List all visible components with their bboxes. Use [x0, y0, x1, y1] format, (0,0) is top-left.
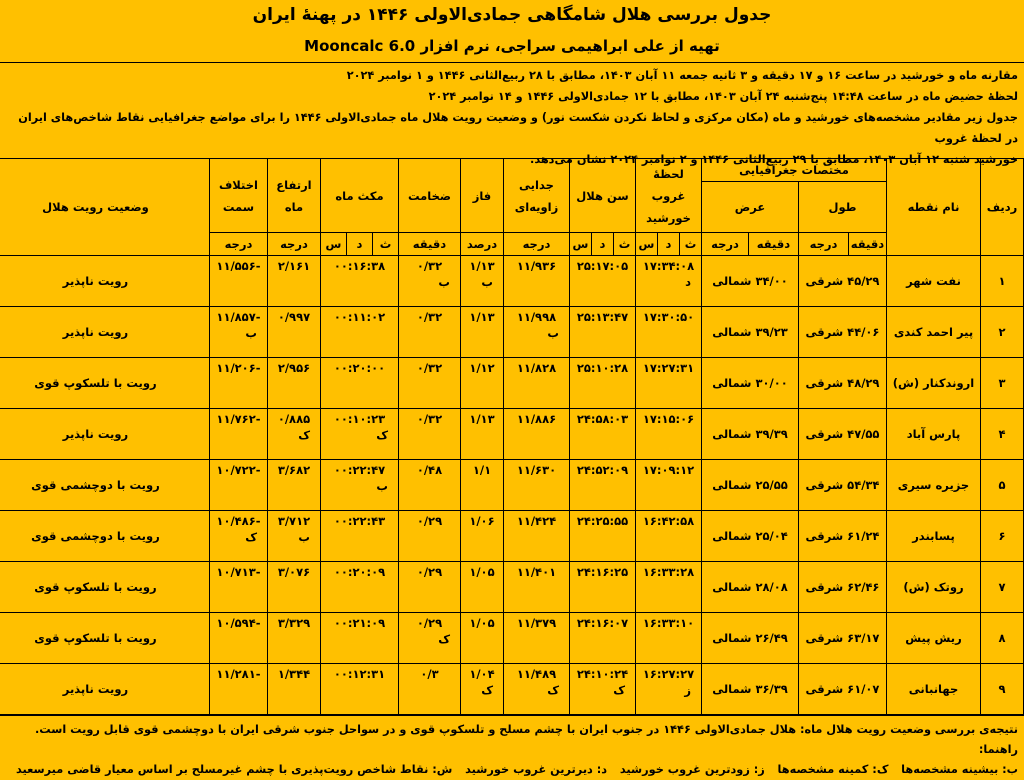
- cell-phase-value: ۱/۱۳: [469, 412, 495, 426]
- cell-altitude: [267, 511, 320, 562]
- cell-moon-lag: [320, 664, 398, 715]
- cell-altitude-value: ۰/۹۹۷: [277, 310, 311, 324]
- col-status-header: وضعیت رویت هلال: [0, 159, 209, 256]
- cell-moon-age: [569, 307, 635, 358]
- cell-sunset-value: ۱۶:۳۳:۲۸: [642, 565, 695, 579]
- cell-sunset: [635, 307, 701, 358]
- cell-azimuth-diff: [209, 511, 267, 562]
- table-body: [0, 256, 1024, 715]
- cell-altitude-value: ۱/۳۴۴: [277, 667, 311, 681]
- cell-sunset: [635, 613, 701, 664]
- cell-sunset: [635, 256, 701, 307]
- unit-phase-percent: درصد: [460, 233, 503, 256]
- cell-moon-lag-marker: ک: [376, 428, 388, 442]
- table-row: [0, 664, 1024, 715]
- cell-width: [398, 460, 460, 511]
- cell-phase-marker: ب: [481, 275, 493, 289]
- col-az-header: اختلاف سمت: [209, 159, 267, 233]
- cell-phase: [460, 562, 503, 613]
- cell-visibility-status: رویت ناپذیر: [0, 256, 209, 307]
- cell-visibility-status: رویت ناپذیر: [0, 409, 209, 460]
- cell-sunset: [635, 358, 701, 409]
- cell-moon-lag: [320, 460, 398, 511]
- cell-sunset-value: ۱۶:۲۷:۲۷: [642, 667, 695, 681]
- cell-azimuth-diff: [209, 307, 267, 358]
- cell-sunset-value: ۱۷:۳۰:۵۰: [642, 310, 695, 324]
- cell-latitude: ۳۹/۲۳ شمالی: [702, 307, 799, 358]
- cell-azimuth-diff: [209, 358, 267, 409]
- table-row: [0, 358, 1024, 409]
- cell-moon-lag-value: ۰۰:۱۱:۰۲: [333, 310, 386, 324]
- legend-max: ب: بیشینه مشخصه‌ها: [901, 763, 1018, 776]
- cell-moon-age-value: ۲۵:۱۳:۴۷: [576, 310, 629, 324]
- cell-point-name: نفت شهر: [887, 256, 981, 307]
- table-row: [0, 613, 1024, 664]
- cell-elongation: [503, 409, 569, 460]
- cell-moon-lag-value: ۰۰:۲۰:۰۰: [333, 361, 386, 375]
- cell-visibility-status: رویت با تلسکوپ قوی: [0, 358, 209, 409]
- cell-elongation-value: ۱۱/۳۷۹: [516, 616, 557, 630]
- cell-phase-value: ۱/۰۴: [469, 667, 495, 681]
- cell-azimuth-diff-value: -۱۱/۲۰۶: [216, 361, 261, 375]
- cell-longitude: ۶۲/۴۶ شرقی: [799, 562, 887, 613]
- cell-row-index: ۶: [981, 511, 1024, 562]
- cell-sunset-value: ۱۷:۰۹:۱۲: [642, 463, 695, 477]
- cell-row-index: ۷: [981, 562, 1024, 613]
- cell-elongation: [503, 460, 569, 511]
- col-phase-header: فاز: [460, 159, 503, 233]
- cell-width-value: ۰/۳۲: [416, 412, 443, 426]
- unit-sunset-m: د: [658, 233, 680, 256]
- cell-azimuth-diff: [209, 460, 267, 511]
- col-age-header: سن هلال: [569, 159, 635, 233]
- cell-azimuth-diff-value: -۱۰/۷۱۳: [216, 565, 261, 579]
- cell-phase: [460, 613, 503, 664]
- cell-latitude: ۳۶/۳۹ شمالی: [702, 664, 799, 715]
- cell-width-value: ۰/۲۹: [416, 616, 443, 630]
- cell-sunset-value: ۱۶:۳۳:۱۰: [642, 616, 695, 630]
- cell-altitude-value: ۲/۹۵۶: [277, 361, 311, 375]
- unit-age-s: ث: [613, 233, 635, 256]
- cell-point-name: اروندکنار (ش): [887, 358, 981, 409]
- cell-phase: [460, 664, 503, 715]
- cell-moon-age-value: ۲۴:۲۵:۵۵: [576, 514, 629, 528]
- cell-latitude: ۲۵/۰۴ شمالی: [702, 511, 799, 562]
- cell-point-name: پارس آباد: [887, 409, 981, 460]
- cell-sunset: [635, 409, 701, 460]
- cell-phase: [460, 409, 503, 460]
- cell-width: [398, 511, 460, 562]
- cell-altitude: [267, 307, 320, 358]
- cell-altitude-value: ۳/۰۷۶: [277, 565, 311, 579]
- cell-longitude: ۵۴/۳۴ شرقی: [799, 460, 887, 511]
- cell-sunset-marker: ز: [684, 683, 691, 697]
- cell-moon-lag-value: ۰۰:۲۲:۴۷: [333, 463, 386, 477]
- cell-width: [398, 256, 460, 307]
- cell-moon-lag: [320, 511, 398, 562]
- cell-azimuth-diff: [209, 664, 267, 715]
- cell-visibility-status: رویت با دوچشمی قوی: [0, 460, 209, 511]
- cell-altitude: [267, 562, 320, 613]
- crescent-table: [0, 158, 1024, 715]
- cell-latitude: ۲۶/۴۹ شمالی: [702, 613, 799, 664]
- cell-elongation: [503, 613, 569, 664]
- cell-altitude-marker: ب: [298, 530, 310, 544]
- cell-altitude: [267, 358, 320, 409]
- info-block: [0, 62, 1024, 166]
- cell-altitude-value: ۳/۳۲۹: [277, 616, 311, 630]
- col-lag-header: مکث ماه: [320, 159, 398, 233]
- cell-azimuth-diff-value: -۱۱/۵۵۶: [216, 259, 261, 273]
- table-row: [0, 511, 1024, 562]
- col-coords-header: مختصات جغرافیایی: [702, 159, 887, 182]
- cell-moon-age-value: ۲۴:۱۰:۲۴: [576, 667, 629, 681]
- cell-azimuth-diff-marker: ک: [245, 530, 257, 544]
- col-elong-header: جدایی زاویه‌ای: [503, 159, 569, 233]
- col-alt-header: ارتفاع ماه: [267, 159, 320, 233]
- cell-longitude: ۴۴/۰۶ شرقی: [799, 307, 887, 358]
- cell-moon-age: [569, 613, 635, 664]
- cell-altitude: [267, 460, 320, 511]
- cell-elongation: [503, 664, 569, 715]
- cell-point-name: پیر احمد کندی: [887, 307, 981, 358]
- info-line-description-cont: خورشید شنبه ۱۲ آبان ۱۴۰۳، مطابق با ۲۹ ربیع‌الثانی ۱۴۴۶ و ۲ نوامبر ۲۰۲۴ نشان می‌دهد.: [530, 153, 1018, 166]
- cell-longitude: ۶۱/۲۴ شرقی: [799, 511, 887, 562]
- cell-elongation-value: ۱۱/۸۸۶: [516, 412, 557, 426]
- cell-longitude: ۶۳/۱۷ شرقی: [799, 613, 887, 664]
- col-name-header: نام نقطه: [887, 159, 981, 256]
- cell-visibility-status: رویت با دوچشمی قوی: [0, 511, 209, 562]
- info-line-description: جدول زیر مقادیر مشخصه‌های خورشید و ماه (مکان مرکزی و لحاظ نکردن شکست نور) و وضعیت رویت هلال ماه جمادی‌الاولی ۱۴۴۶ را برای مواضع جغرافیایی نقاط شاخص‌های ایران در لحظهٔ غروب: [18, 111, 1018, 145]
- cell-azimuth-diff-value: -۱۱/۲۸۱: [216, 667, 261, 681]
- cell-azimuth-diff-value: -۱۰/۴۸۶: [216, 514, 261, 528]
- cell-elongation-value: ۱۱/۴۸۹: [516, 667, 557, 681]
- cell-azimuth-diff: [209, 256, 267, 307]
- cell-azimuth-diff-value: -۱۰/۷۲۲: [216, 463, 261, 477]
- cell-sunset: [635, 460, 701, 511]
- cell-moon-age-value: ۲۵:۱۷:۰۵: [576, 259, 629, 273]
- col-row-header: ردیف: [981, 159, 1024, 256]
- cell-phase: [460, 307, 503, 358]
- cell-elongation-value: ۱۱/۹۳۶: [516, 259, 557, 273]
- cell-moon-lag: [320, 358, 398, 409]
- cell-elongation: [503, 358, 569, 409]
- cell-moon-age: [569, 562, 635, 613]
- cell-row-index: ۸: [981, 613, 1024, 664]
- cell-moon-age: [569, 664, 635, 715]
- cell-altitude: [267, 613, 320, 664]
- cell-elongation: [503, 256, 569, 307]
- cell-phase-value: ۱/۱۳: [469, 310, 495, 324]
- cell-width-value: ۰/۲۹: [416, 565, 443, 579]
- cell-altitude: [267, 256, 320, 307]
- table-row: [0, 256, 1024, 307]
- cell-sunset-value: ۱۶:۴۲:۵۸: [642, 514, 695, 528]
- cell-longitude: ۴۷/۵۵ شرقی: [799, 409, 887, 460]
- cell-visibility-status: رویت ناپذیر: [0, 664, 209, 715]
- legend-earliest: ز: زودترین غروب خورشید: [619, 763, 765, 776]
- cell-moon-lag-value: ۰۰:۱۰:۲۳: [333, 412, 386, 426]
- col-lat-header: عرض: [702, 182, 799, 233]
- cell-width: [398, 664, 460, 715]
- cell-elongation-value: ۱۱/۴۰۱: [516, 565, 557, 579]
- cell-sunset: [635, 562, 701, 613]
- cell-moon-lag-marker: ب: [376, 479, 388, 493]
- cell-sunset-value: ۱۷:۳۴:۰۸: [642, 259, 695, 273]
- unit-lag-m: د: [346, 233, 372, 256]
- cell-elongation-value: ۱۱/۴۲۴: [516, 514, 557, 528]
- cell-altitude-value: ۰/۸۸۵: [277, 412, 311, 426]
- legend-min: ک: کمینه مشخصه‌ها: [777, 763, 889, 776]
- cell-width-value: ۰/۳۲: [416, 259, 443, 273]
- cell-row-index: ۲: [981, 307, 1024, 358]
- cell-visibility-status: رویت با تلسکوپ قوی: [0, 613, 209, 664]
- cell-altitude: [267, 664, 320, 715]
- unit-age-m: د: [591, 233, 613, 256]
- cell-azimuth-diff: [209, 409, 267, 460]
- cell-moon-lag: [320, 307, 398, 358]
- legend: [6, 760, 1018, 780]
- cell-sunset-marker: د: [685, 275, 691, 289]
- unit-az-degree: درجه: [209, 233, 267, 256]
- cell-width-value: ۰/۴۸: [416, 463, 443, 477]
- cell-elongation: [503, 511, 569, 562]
- cell-moon-age-marker: ک: [613, 683, 625, 697]
- unit-width-minute: دقیقه: [398, 233, 460, 256]
- cell-longitude: ۴۸/۲۹ شرقی: [799, 358, 887, 409]
- info-line-perigee: لحظهٔ حضیض ماه در ساعت ۱۴:۴۸ پنج‌شنبه ۲۴ آبان ۱۴۰۳، مطابق با ۱۲ جمادی‌الاولی ۱۴۴۶ و ۱۴ نوامبر ۲۰۲۴: [428, 90, 1018, 103]
- cell-moon-lag: [320, 562, 398, 613]
- unit-lag-h: س: [320, 233, 346, 256]
- cell-row-index: ۱: [981, 256, 1024, 307]
- cell-azimuth-diff-value: -۱۱/۸۵۷: [216, 310, 261, 324]
- cell-row-index: ۳: [981, 358, 1024, 409]
- cell-moon-lag-value: ۰۰:۲۱:۰۹: [333, 616, 386, 630]
- page-subtitle: تهیه از علی ابراهیمی سراجی، نرم افزار Mooncalc 6.0: [304, 37, 720, 55]
- cell-longitude: ۶۱/۰۷ شرقی: [799, 664, 887, 715]
- cell-azimuth-diff-value: -۱۱/۷۶۲: [216, 412, 261, 426]
- info-line-conjunction: مقارنه ماه و خورشید در ساعت ۱۶ و ۱۷ دقیقه و ۳ ثانیه جمعه ۱۱ آبان ۱۴۰۳، مطابق با ۲۸ ربیع‌الثانی ۱۴۴۶ و ۱ نوامبر ۲۰۲۴: [346, 69, 1018, 82]
- cell-width-marker: ب: [438, 275, 450, 289]
- legend-index-points: ش: نقاط شاخص رویت‌پذیری با چشم غیرمسلح بر اساس معیار قاضی میرسعید: [16, 763, 453, 776]
- conclusion-text: نتیجه‌ی بررسی وضعیت رویت هلال ماه: هلال جمادی‌الاولی ۱۴۴۶ در جنوب ایران با چشم مسلح و تلسکوپ قوی و در سواحل جنوب شرقی ایران با دوچشمی قوی قابل رویت است.: [34, 723, 1018, 736]
- cell-elongation-value: ۱۱/۶۳۰: [516, 463, 557, 477]
- unit-lag-s: ث: [372, 233, 398, 256]
- cell-elongation: [503, 562, 569, 613]
- cell-width-value: ۰/۳۲: [416, 310, 443, 324]
- cell-point-name: روتک (ش): [887, 562, 981, 613]
- cell-width-value: ۰/۳۲: [416, 361, 443, 375]
- unit-lon-minute: دقیقه: [849, 233, 887, 256]
- cell-width: [398, 409, 460, 460]
- guide-title: راهنما:: [978, 743, 1018, 756]
- cell-phase: [460, 460, 503, 511]
- cell-phase-value: ۱/۰۶: [469, 514, 495, 528]
- cell-width: [398, 613, 460, 664]
- cell-latitude: ۳۰/۰۰ شمالی: [702, 358, 799, 409]
- cell-longitude: ۴۵/۲۹ شرقی: [799, 256, 887, 307]
- cell-phase: [460, 511, 503, 562]
- cell-width: [398, 562, 460, 613]
- unit-sunset-s: ث: [680, 233, 702, 256]
- unit-elong-degree: درجه: [503, 233, 569, 256]
- cell-width-marker: ک: [438, 632, 450, 646]
- table-row: [0, 409, 1024, 460]
- cell-moon-lag-value: ۰۰:۱۶:۳۸: [333, 259, 386, 273]
- table-row: [0, 307, 1024, 358]
- table-row: [0, 460, 1024, 511]
- cell-phase-marker: ک: [481, 683, 493, 697]
- cell-phase: [460, 358, 503, 409]
- cell-sunset-value: ۱۷:۲۷:۳۱: [642, 361, 695, 375]
- cell-altitude-marker: ک: [298, 428, 310, 442]
- cell-visibility-status: رویت با تلسکوپ قوی: [0, 562, 209, 613]
- cell-moon-age: [569, 460, 635, 511]
- cell-point-name: جزیره سیری: [887, 460, 981, 511]
- cell-azimuth-diff: [209, 613, 267, 664]
- cell-row-index: ۹: [981, 664, 1024, 715]
- cell-latitude: ۲۸/۰۸ شمالی: [702, 562, 799, 613]
- cell-azimuth-diff-value: -۱۰/۵۹۴: [216, 616, 261, 630]
- cell-moon-lag-value: ۰۰:۲۰:۰۹: [333, 565, 386, 579]
- cell-altitude: [267, 409, 320, 460]
- cell-row-index: ۵: [981, 460, 1024, 511]
- cell-elongation-value: ۱۱/۹۹۸: [516, 310, 557, 324]
- cell-moon-age: [569, 358, 635, 409]
- cell-altitude-value: ۳/۷۱۲: [277, 514, 311, 528]
- unit-sunset-h: س: [635, 233, 657, 256]
- cell-sunset-value: ۱۷:۱۵:۰۶: [642, 412, 695, 426]
- col-width-header: ضخامت: [398, 159, 460, 233]
- col-sunset-header: لحظهٔ غروب خورشید: [635, 159, 701, 233]
- cell-point-name: پسابندر: [887, 511, 981, 562]
- cell-width-value: ۰/۲۹: [416, 514, 443, 528]
- cell-moon-lag: [320, 256, 398, 307]
- cell-altitude-value: ۳/۶۸۲: [277, 463, 311, 477]
- cell-elongation-marker: ب: [547, 326, 559, 340]
- cell-sunset: [635, 511, 701, 562]
- cell-moon-age: [569, 256, 635, 307]
- unit-lat-degree: درجه: [702, 233, 749, 256]
- cell-latitude: ۲۵/۵۵ شمالی: [702, 460, 799, 511]
- cell-phase-value: ۱/۰۵: [469, 616, 495, 630]
- cell-phase-value: ۱/۰۵: [469, 565, 495, 579]
- cell-altitude-value: ۲/۱۶۱: [277, 259, 311, 273]
- cell-elongation-marker: ک: [547, 683, 559, 697]
- cell-phase-value: ۱/۱۲: [469, 361, 495, 375]
- cell-width-value: ۰/۳: [420, 667, 439, 681]
- cell-moon-lag: [320, 613, 398, 664]
- cell-moon-age-value: ۲۴:۵۸:۰۳: [576, 412, 629, 426]
- cell-phase-value: ۱/۱۳: [469, 259, 495, 273]
- cell-moon-age-value: ۲۴:۵۲:۰۹: [576, 463, 629, 477]
- cell-width: [398, 307, 460, 358]
- cell-point-name: ریش پیش: [887, 613, 981, 664]
- col-lon-header: طول: [799, 182, 887, 233]
- footer: [0, 715, 1024, 780]
- legend-latest: د: دیرترین غروب خورشید: [465, 763, 608, 776]
- cell-azimuth-diff: [209, 562, 267, 613]
- cell-phase: [460, 256, 503, 307]
- cell-azimuth-diff-marker: ب: [245, 326, 257, 340]
- table-row: [0, 562, 1024, 613]
- cell-visibility-status: رویت ناپذیر: [0, 307, 209, 358]
- cell-latitude: ۳۹/۳۹ شمالی: [702, 409, 799, 460]
- cell-moon-lag: [320, 409, 398, 460]
- cell-moon-lag-value: ۰۰:۱۲:۳۱: [333, 667, 386, 681]
- unit-lat-minute: دقیقه: [749, 233, 799, 256]
- cell-latitude: ۳۴/۰۰ شمالی: [702, 256, 799, 307]
- cell-moon-age-value: ۲۵:۱۰:۲۸: [576, 361, 629, 375]
- cell-sunset: [635, 664, 701, 715]
- unit-age-h: س: [569, 233, 591, 256]
- cell-moon-age: [569, 511, 635, 562]
- cell-elongation-value: ۱۱/۸۲۸: [516, 361, 557, 375]
- cell-moon-age: [569, 409, 635, 460]
- cell-point-name: جهانبانی: [887, 664, 981, 715]
- page-title: جدول بررسی هلال شامگاهی جمادی‌الاولی ۱۴۴۶ در پهنهٔ ایران: [252, 5, 772, 25]
- cell-width: [398, 358, 460, 409]
- unit-alt-degree: درجه: [267, 233, 320, 256]
- cell-moon-lag-value: ۰۰:۲۲:۴۳: [333, 514, 386, 528]
- cell-moon-age-value: ۲۴:۱۶:۰۷: [576, 616, 629, 630]
- cell-moon-age-value: ۲۴:۱۶:۲۵: [576, 565, 629, 579]
- cell-phase-value: ۱/۱: [472, 463, 492, 477]
- unit-lon-degree: درجه: [799, 233, 849, 256]
- cell-row-index: ۴: [981, 409, 1024, 460]
- cell-elongation: [503, 307, 569, 358]
